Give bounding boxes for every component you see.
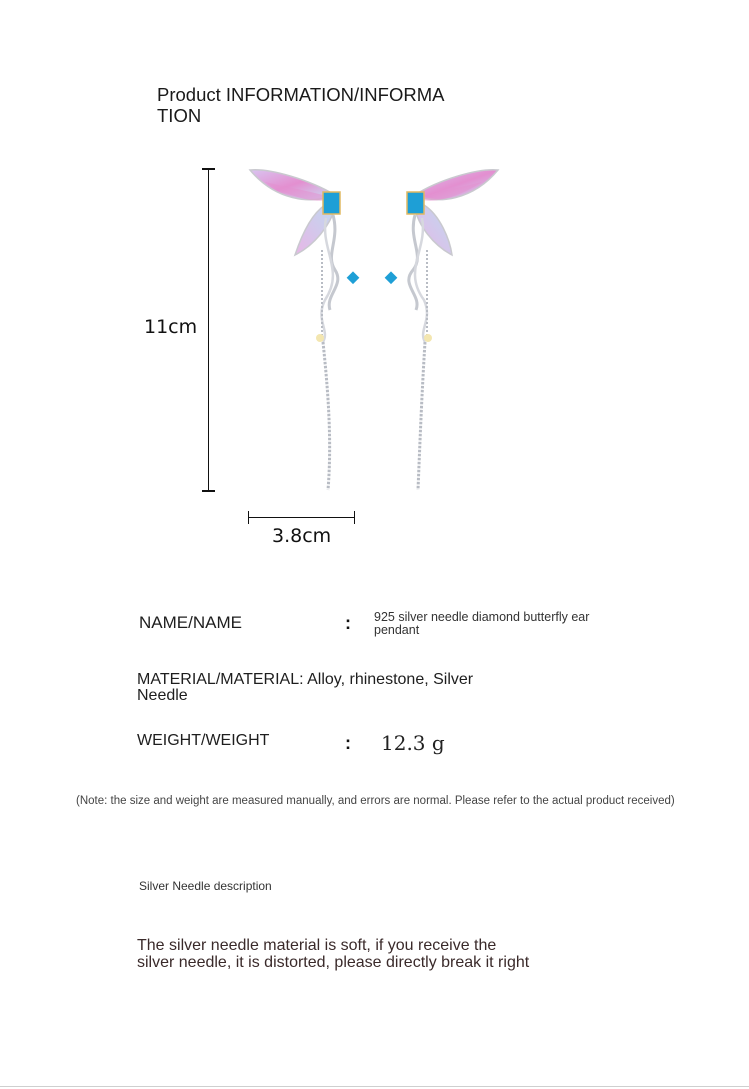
name-value: 925 silver needle diamond butterfly ear pendant — [374, 610, 590, 637]
material-line: MATERIAL/MATERIAL: Alloy, rhinestone, Silver Needle — [137, 671, 474, 704]
width-dimension-line — [249, 517, 355, 518]
butterfly-earrings-image — [230, 160, 520, 500]
weight-colon: : — [345, 733, 351, 753]
bottom-divider — [0, 1086, 749, 1087]
width-dimension-cap-right — [354, 511, 355, 524]
height-dimension-cap-top — [202, 168, 215, 170]
height-dimension-cap-bottom — [202, 490, 215, 492]
height-label: 11cm — [144, 316, 198, 338]
width-dimension-cap-left — [248, 511, 249, 524]
page-title: Product INFORMATION/INFORMATION — [157, 84, 445, 126]
weight-label: WEIGHT/WEIGHT — [137, 732, 270, 749]
weight-value: 12.3 g — [381, 731, 445, 755]
width-label: 3.8cm — [272, 525, 332, 547]
left-earring — [250, 170, 359, 490]
name-label: NAME/NAME — [139, 613, 242, 632]
silver-needle-description: The silver needle material is soft, if you receive the silver needle, it is distorted, please directly break it right — [137, 937, 530, 971]
right-earring — [385, 170, 498, 490]
name-colon: : — [345, 613, 351, 633]
measurement-note: (Note: the size and weight are measured manually, and errors are normal. Please refer to the actual product received) — [76, 795, 675, 807]
height-dimension-line — [208, 168, 209, 491]
silver-needle-heading: Silver Needle description — [139, 879, 272, 893]
